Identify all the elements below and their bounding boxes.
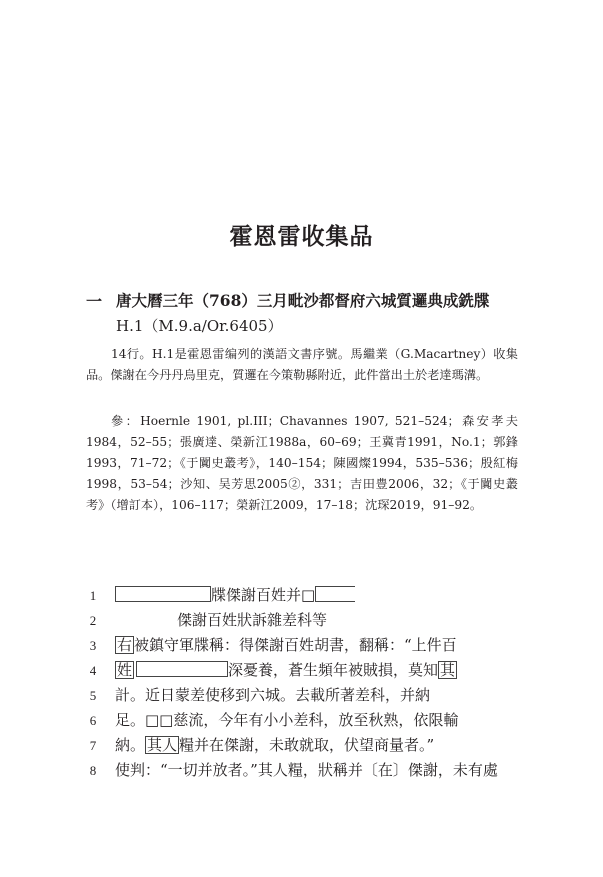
references-paragraph <box>86 411 518 516</box>
line-text: 足。□□慈流，今年有小小差科，放至秋熟，依限輸 <box>115 711 459 729</box>
entry-number: 一 <box>86 292 103 311</box>
description-text: 14行。H.1是霍恩雷编列的漢語文書序號。馬繼業（G.Macartney）收集品。傑謝在今丹丹烏里克，質邏在今策勒縣附近，此件當出土於老達瑪溝。 <box>86 347 518 382</box>
line-text: 被鎮守軍牒稱：得傑謝百姓胡書，翻稱：“上件百 <box>134 636 457 654</box>
line-text: 傑謝百姓狀訴雜差科等 <box>177 611 328 629</box>
damaged-character: 右 <box>117 636 133 654</box>
line-text: 糧并在傑謝，未敢就取，伏望商量者。” <box>179 736 435 754</box>
transcription-line <box>86 758 526 782</box>
references-text: 參：Hoernle 1901, pl.III；Chavannes 1907, 521–524；森安孝夫1984，52–55；張廣達、榮新江1988a，60–69；王冀青1991，No.1；郭鋒1993，71–72；《于闐史叢考》，140–154；陳國燦1994，535–536；殷紅梅1998，53–54；沙知、吴芳思2005②，331；吉田豊2006，32；《于闐史叢考》（增訂本），106–117；榮新江2009，17–18；沈琛2019，91–92。 <box>86 414 518 512</box>
transcription-line <box>86 708 526 732</box>
entry-title: 唐大曆三年（768）三月毗沙都督府六城質邏典成銑牒 <box>116 291 490 310</box>
transcription-line <box>86 658 526 682</box>
transcription-line <box>86 633 526 657</box>
transcription-line <box>86 583 526 607</box>
line-text: 牒傑謝百姓并□ <box>211 586 316 604</box>
lacuna-box <box>115 586 211 602</box>
damaged-character: 其 <box>440 661 456 679</box>
transcription-line <box>86 683 526 707</box>
transcription-line <box>86 608 526 632</box>
description-paragraph <box>86 344 518 386</box>
line-number: 1 <box>89 588 97 603</box>
lacuna-box <box>315 586 355 602</box>
line-text: 納。 <box>115 736 146 754</box>
line-text: 計。近日蒙差使移到六城。去載所著差科，并納 <box>115 686 431 704</box>
line-text: 使判：“一切并放者。”其人糧，狀稱并〔在〕傑謝，未有處 <box>115 761 498 779</box>
line-number: 5 <box>89 688 97 703</box>
damaged-character: 姓 <box>117 661 133 679</box>
chapter-title: 霍恩雷收集品 <box>229 223 374 250</box>
line-number: 2 <box>89 613 97 628</box>
line-number: 4 <box>89 663 97 678</box>
line-number: 8 <box>89 763 97 778</box>
transcription-line <box>86 733 526 757</box>
line-number: 7 <box>89 738 97 753</box>
line-text: 深憂養，蒼生頻年被賊損，莫知 <box>228 661 439 679</box>
damaged-characters: 其人 <box>147 736 178 754</box>
line-number: 6 <box>89 713 97 728</box>
lacuna-box <box>136 661 228 677</box>
entry-catalog-id: H.1（M.9.a/Or.6405） <box>116 317 283 335</box>
line-number: 3 <box>89 638 97 653</box>
